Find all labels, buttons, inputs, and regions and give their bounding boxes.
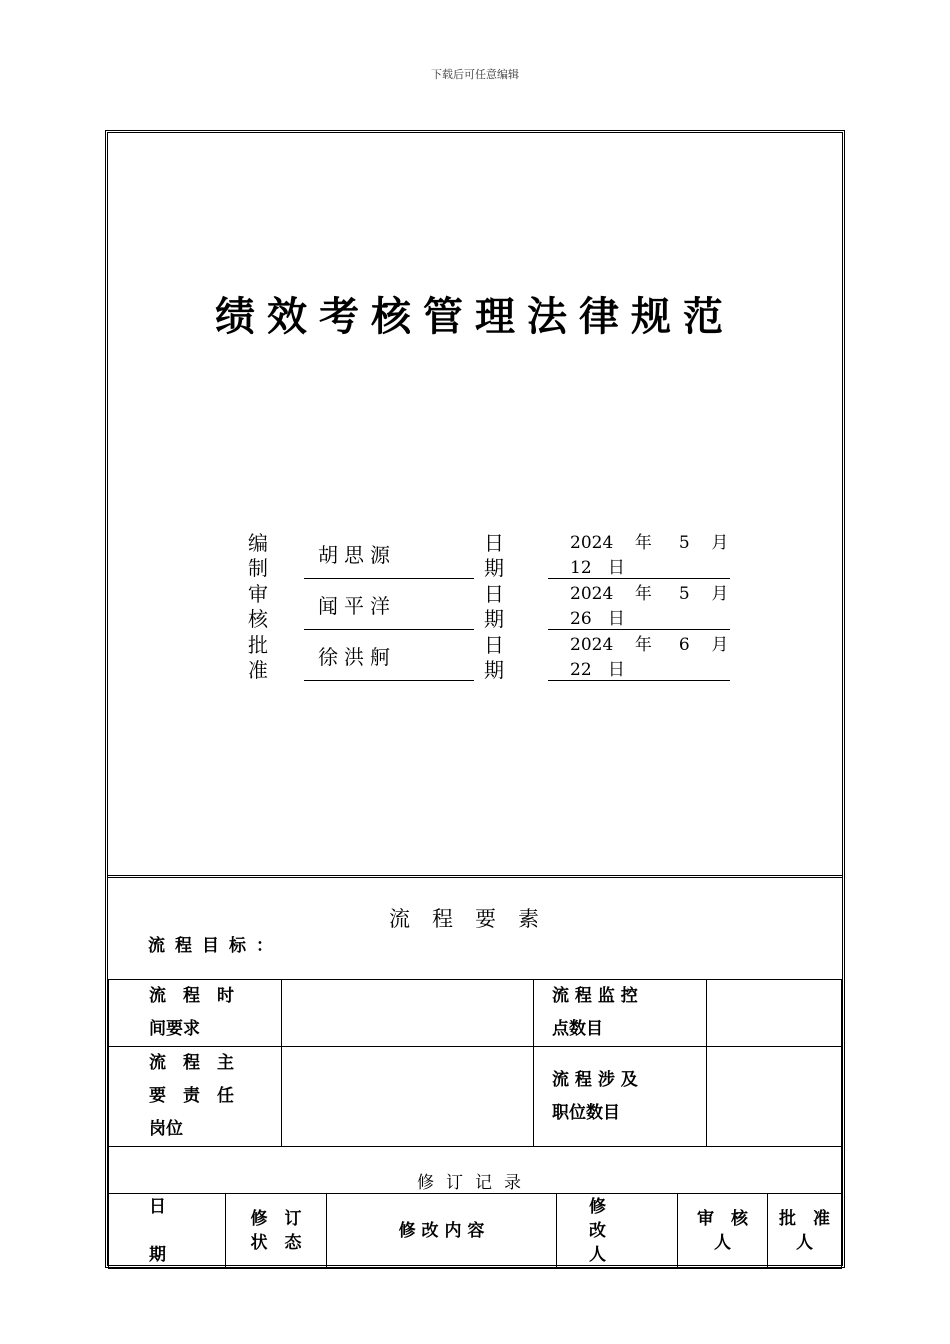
compiler-date <box>548 531 730 579</box>
compiler-name: 胡思源 <box>304 531 474 579</box>
monitor-points-value[interactable] <box>707 980 842 1047</box>
approver-date <box>548 633 730 681</box>
table-row <box>109 1047 842 1147</box>
involved-positions-value[interactable] <box>707 1047 842 1147</box>
header-line: 日 <box>149 1197 166 1217</box>
reviewer-label: 审核 <box>248 582 268 631</box>
document-frame <box>105 130 845 1268</box>
process-section-title: 流程要素 <box>389 907 561 931</box>
label-line: 流 程 监 控 <box>552 986 638 1006</box>
document-title: 绩效考核管理法律规范 <box>215 293 735 340</box>
header-line: 修 订 <box>250 1209 302 1229</box>
day-unit: 日 <box>607 558 625 578</box>
col-header-date <box>109 1194 226 1269</box>
year-unit: 年 <box>634 635 652 655</box>
col-header-approver: 批 准 人 <box>768 1194 842 1269</box>
approver-month: 6 <box>678 635 690 655</box>
reviewer-date-label: 日期 <box>484 582 504 631</box>
header-line: 期 <box>149 1245 166 1265</box>
header-line: 人 <box>714 1233 731 1253</box>
involved-positions-label <box>534 1047 707 1147</box>
header-line: 审 核 <box>697 1209 748 1229</box>
revision-title: 修订记录 <box>109 1147 842 1194</box>
compiler-day: 12 <box>570 558 592 578</box>
col-header-reviewer <box>678 1194 768 1269</box>
label-line: 要 责 任 <box>149 1086 234 1106</box>
label-line: 点数目 <box>552 1019 603 1039</box>
day-unit: 日 <box>607 609 625 629</box>
compiler-month: 5 <box>678 533 690 553</box>
approver-name: 徐洪舸 <box>304 633 474 681</box>
section-divider <box>108 875 842 878</box>
year-unit: 年 <box>634 584 652 604</box>
reviewer-day: 26 <box>570 609 592 629</box>
compiler-date-label: 日期 <box>484 531 504 580</box>
month-unit: 月 <box>711 533 729 553</box>
label-line: 岗位 <box>149 1119 183 1139</box>
header-line: 改 <box>589 1221 606 1241</box>
table-row <box>109 980 842 1047</box>
compiler-year: 2024 <box>570 533 614 553</box>
signature-block <box>248 531 728 684</box>
responsible-positions-value[interactable] <box>282 1047 534 1147</box>
col-header-modifier <box>557 1194 678 1269</box>
compiler-label: 编制 <box>248 531 268 580</box>
approver-label: 批准 <box>248 633 268 682</box>
reviewer-date <box>548 582 730 630</box>
month-unit: 月 <box>711 584 729 604</box>
label-line: 流 程 主 <box>149 1053 234 1073</box>
time-requirement-value[interactable] <box>282 980 534 1047</box>
approver-day: 22 <box>570 660 592 680</box>
approver-date-label: 日期 <box>484 633 504 682</box>
header-line: 状 态 <box>250 1233 302 1253</box>
label-line: 流 程 时 <box>149 986 234 1006</box>
table-row <box>109 1194 842 1269</box>
header-line: 修 <box>589 1197 606 1217</box>
process-goal-label: 流程目标： <box>148 936 283 956</box>
day-unit: 日 <box>607 660 625 680</box>
label-line: 间要求 <box>149 1019 200 1039</box>
responsible-positions-label <box>109 1047 282 1147</box>
signature-row-approver <box>248 633 728 684</box>
year-unit: 年 <box>634 533 652 553</box>
label-line: 职位数目 <box>552 1102 620 1123</box>
reviewer-name: 闻平洋 <box>304 582 474 630</box>
approver-year: 2024 <box>570 635 614 655</box>
time-requirement-label <box>109 980 282 1047</box>
reviewer-year: 2024 <box>570 584 614 604</box>
month-unit: 月 <box>711 635 729 655</box>
header-line: 人 <box>589 1245 606 1265</box>
process-table <box>108 979 842 1147</box>
header-note: 下载后可任意编辑 <box>431 68 519 81</box>
reviewer-month: 5 <box>678 584 690 604</box>
table-row <box>109 1147 842 1194</box>
col-header-revision-status <box>226 1194 327 1269</box>
label-line: 流 程 涉 及 <box>552 1069 638 1090</box>
monitor-points-label <box>534 980 707 1047</box>
signature-row-compiler <box>248 531 728 582</box>
col-header-content: 修 改 内 容 <box>327 1194 557 1269</box>
signature-row-reviewer <box>248 582 728 633</box>
revision-table <box>108 1146 847 1269</box>
